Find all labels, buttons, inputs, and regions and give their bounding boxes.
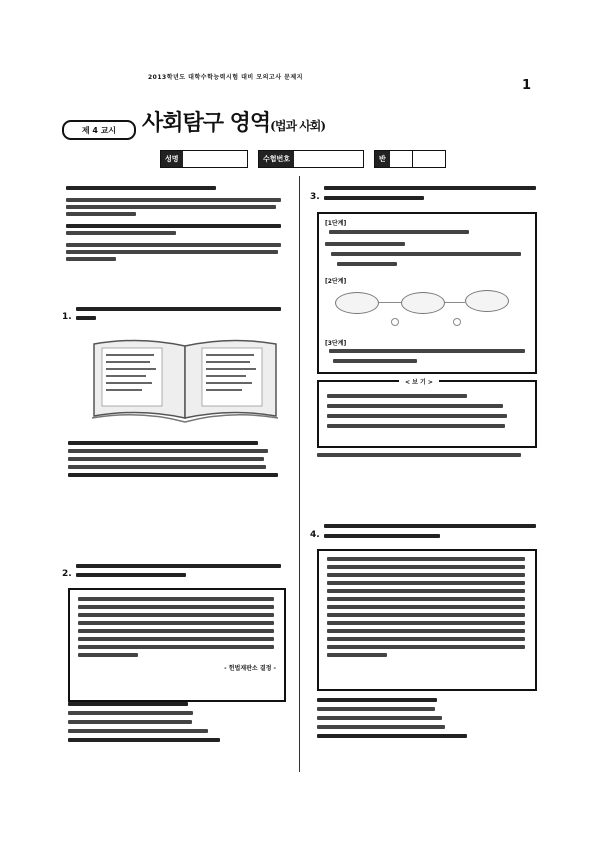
question-2-passage-box (68, 588, 286, 702)
number-label: 수험번호 (259, 151, 294, 167)
question-1 (62, 304, 287, 323)
column-divider (299, 176, 300, 772)
exam-header-line: 2013학년도 대학수학능력시험 대비 모의고사 문제지 (148, 74, 303, 81)
question-3-options-box (317, 380, 537, 448)
diagram-bubble-b (401, 292, 445, 314)
page-title (142, 106, 325, 137)
name-field[interactable] (160, 150, 248, 168)
question-number: 2. (62, 569, 72, 579)
question-number: 4. (310, 530, 320, 540)
period-badge: 제 4 교시 (62, 120, 136, 140)
question-3-steps-box (317, 212, 537, 374)
student-info-bar (160, 150, 446, 168)
step-1-label: [1단계] (325, 220, 347, 227)
question-2-choices (68, 702, 283, 742)
class-label: 반 (375, 151, 390, 167)
step-2-label: [2단계] (325, 278, 347, 285)
instructions-block (66, 186, 286, 261)
question-1-choices (68, 441, 283, 477)
question-2 (62, 561, 287, 580)
question-4-choices (317, 698, 532, 738)
open-book-image (90, 334, 280, 424)
passage-source: - 헌법재판소 결정 - (224, 665, 276, 672)
question-number: 3. (310, 192, 320, 202)
options-heading: < 보 기 > (399, 377, 439, 386)
question-4 (310, 522, 535, 541)
question-3 (310, 184, 535, 203)
title-main: 사회탐구 영역 (142, 110, 271, 136)
title-sub: (법과 사회) (270, 119, 326, 133)
question-4-passage-box (317, 549, 537, 691)
question-number: 1. (62, 312, 72, 322)
page-number: 1 (522, 78, 532, 93)
class-field[interactable] (374, 150, 446, 168)
question-3-choices (317, 453, 521, 457)
diagram-bubble-c (465, 290, 509, 312)
step-3-label: [3단계] (325, 340, 347, 347)
name-label: 성명 (161, 151, 183, 167)
diagram-bubble-a (335, 292, 379, 314)
number-field[interactable] (258, 150, 364, 168)
